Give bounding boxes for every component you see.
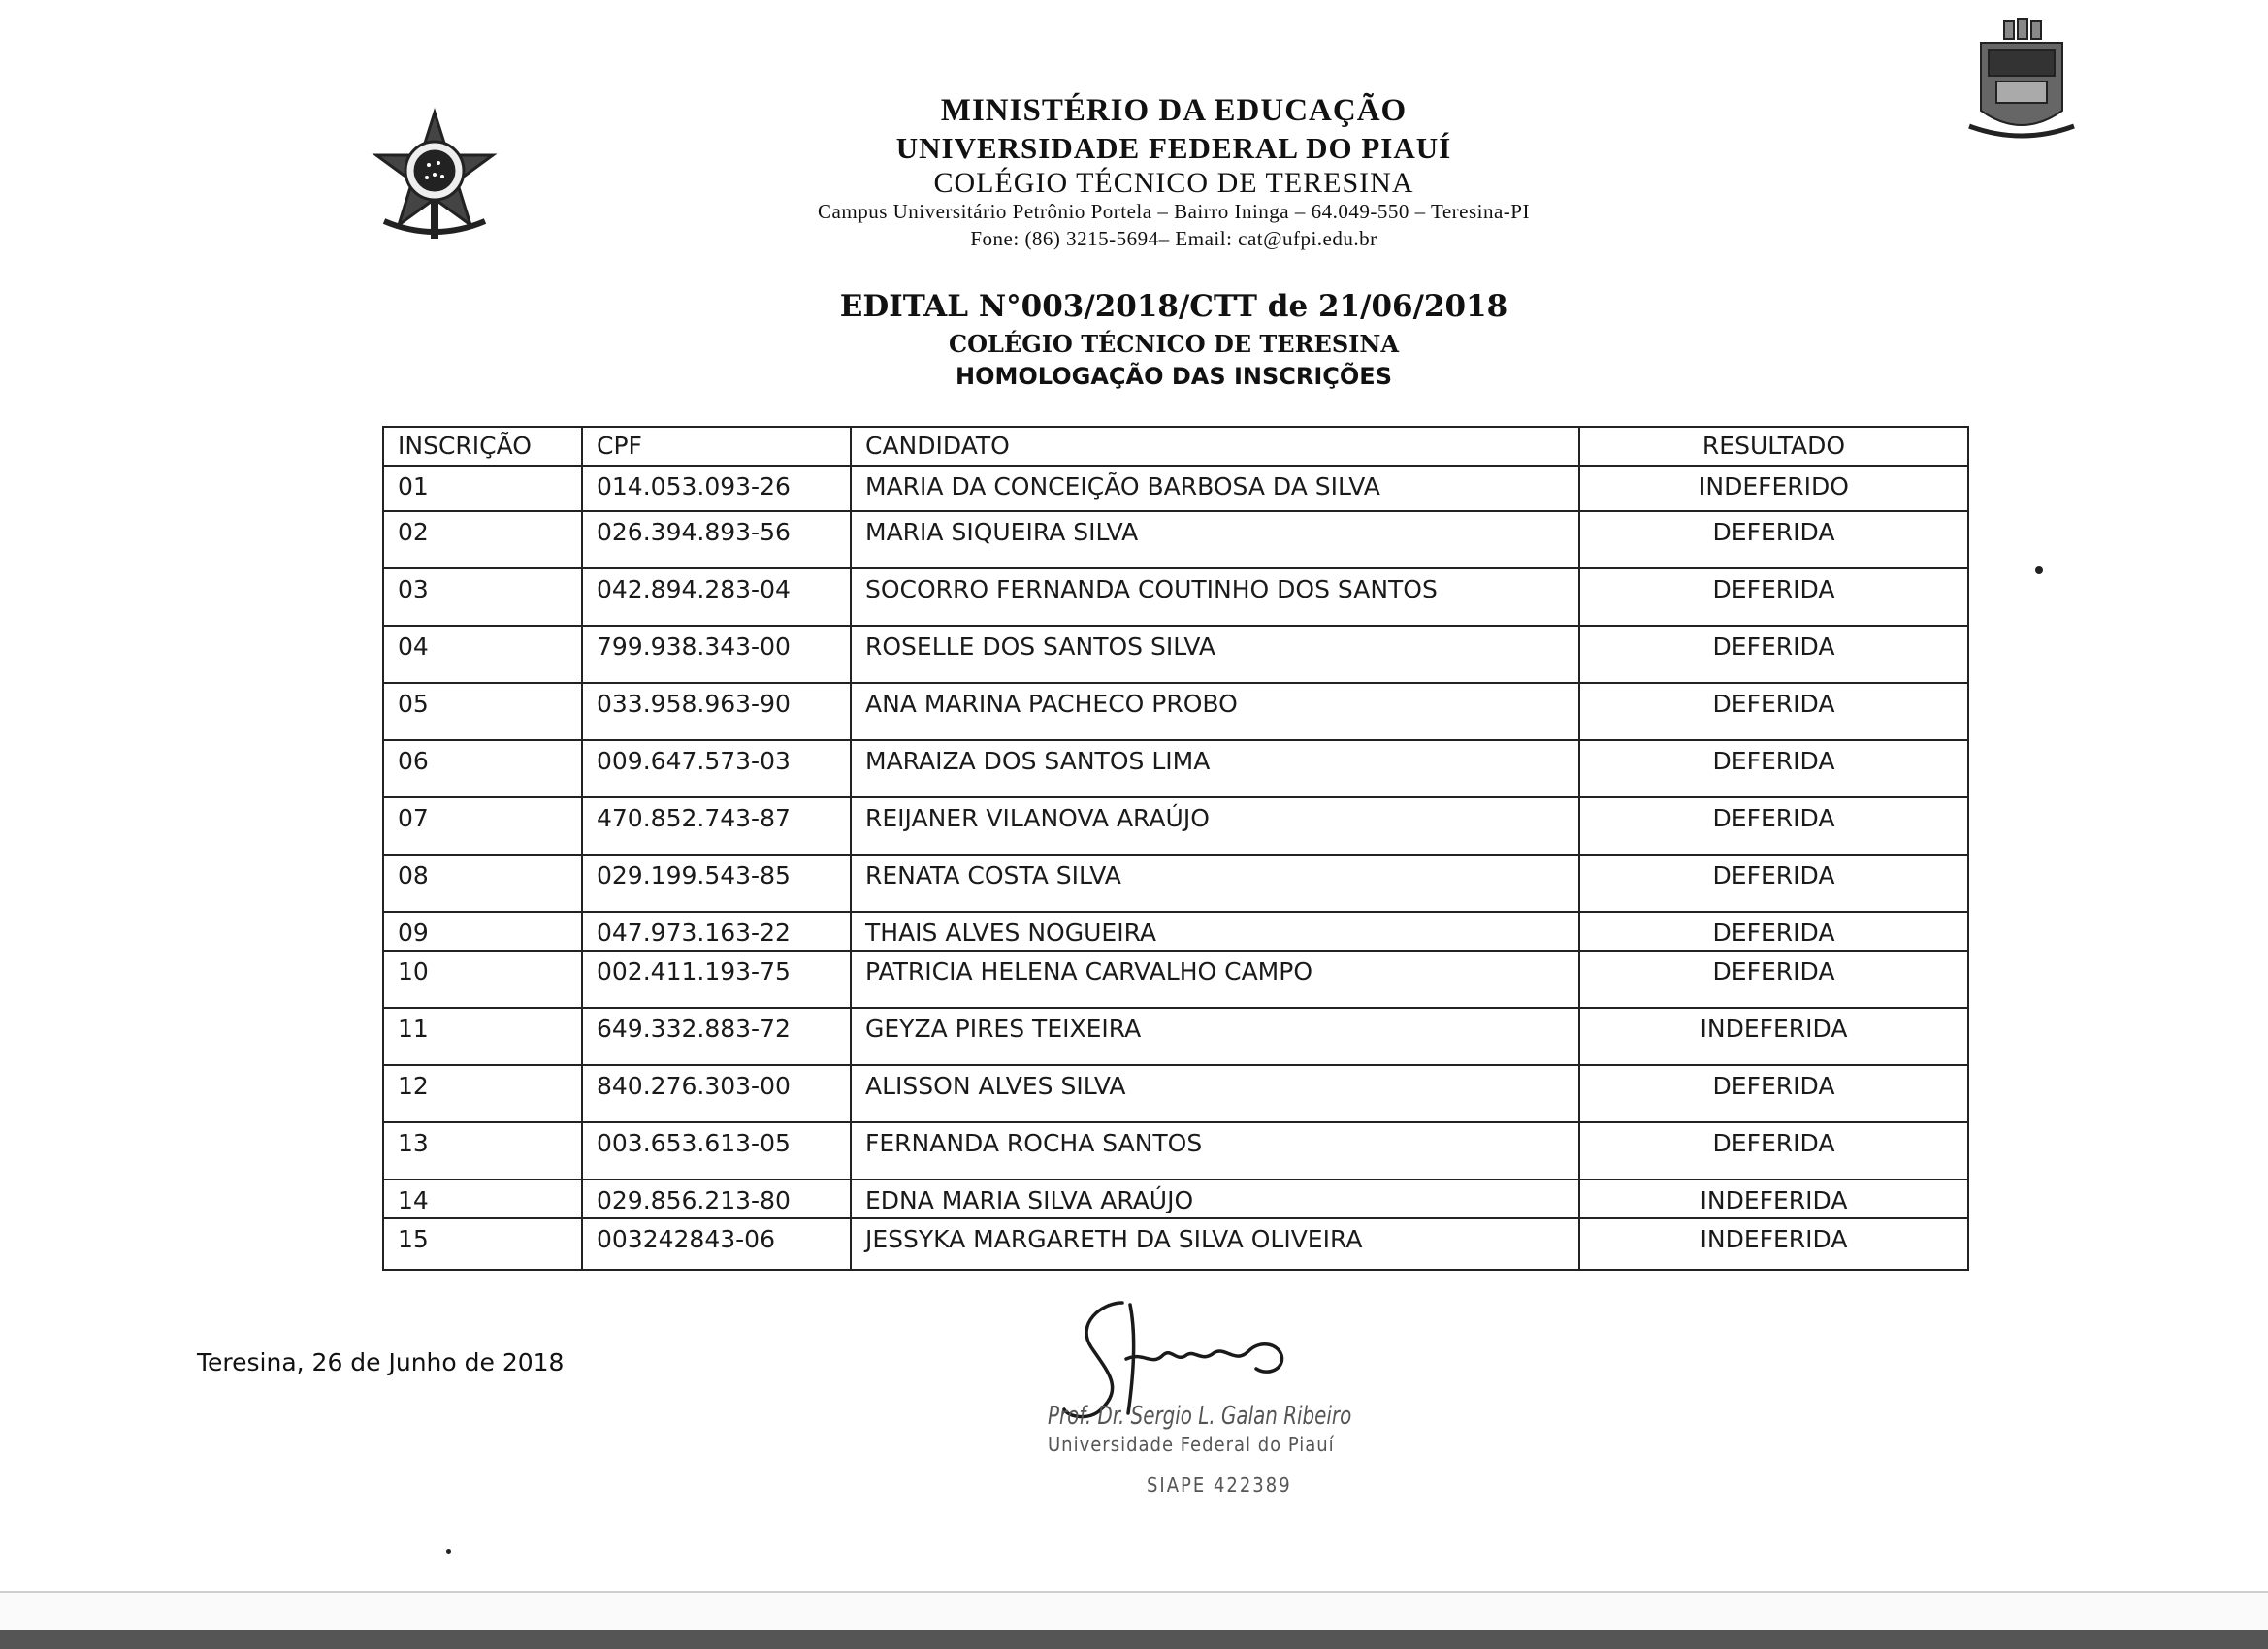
table-row (383, 626, 1968, 683)
cell-inscricao: 13 (383, 1122, 582, 1180)
stamp-name: Prof. Dr. Sergio L. Galan Ribeiro (1048, 1402, 1352, 1431)
table-row (383, 1180, 1968, 1218)
cell-candidato: PATRICIA HELENA CARVALHO CAMPO (851, 951, 1579, 1008)
cell-cpf: 009.647.573-03 (582, 740, 851, 797)
cell-candidato: MARIA SIQUEIRA SILVA (851, 511, 1579, 568)
cell-candidato: ROSELLE DOS SANTOS SILVA (851, 626, 1579, 683)
scanner-border (0, 1591, 2268, 1630)
place-date: Teresina, 26 de Junho de 2018 (197, 1348, 565, 1376)
table-row (383, 466, 1968, 511)
cell-resultado: DEFERIDA (1579, 568, 1968, 626)
cell-resultado: DEFERIDA (1579, 626, 1968, 683)
cell-candidato: THAIS ALVES NOGUEIRA (851, 912, 1579, 951)
table-row (383, 912, 1968, 951)
cell-cpf: 003.653.613-05 (582, 1122, 851, 1180)
table-row (383, 1008, 1968, 1065)
cell-cpf: 840.276.303-00 (582, 1065, 851, 1122)
scan-speck (446, 1549, 451, 1554)
cell-candidato: ANA MARINA PACHECO PROBO (851, 683, 1579, 740)
cell-candidato: ALISSON ALVES SILVA (851, 1065, 1579, 1122)
registration-table (382, 426, 1969, 1271)
table-row (383, 797, 1968, 855)
cell-resultado: DEFERIDA (1579, 1122, 1968, 1180)
cell-cpf: 029.856.213-80 (582, 1180, 851, 1218)
cell-cpf: 470.852.743-87 (582, 797, 851, 855)
table-row (383, 951, 1968, 1008)
table-row (383, 740, 1968, 797)
cell-inscricao: 08 (383, 855, 582, 912)
cell-candidato: RENATA COSTA SILVA (851, 855, 1579, 912)
cell-inscricao: 12 (383, 1065, 582, 1122)
table-row (383, 1218, 1968, 1270)
scan-speck (2035, 566, 2043, 574)
cell-cpf: 002.411.193-75 (582, 951, 851, 1008)
cell-cpf: 026.394.893-56 (582, 511, 851, 568)
header-cpf: CPF (582, 427, 851, 466)
cell-inscricao: 06 (383, 740, 582, 797)
cell-candidato: MARIA DA CONCEIÇÃO BARBOSA DA SILVA (851, 466, 1579, 511)
cell-candidato: GEYZA PIRES TEIXEIRA (851, 1008, 1579, 1065)
signature-stamp (1048, 1402, 1377, 1497)
cell-resultado: INDEFERIDA (1579, 1180, 1968, 1218)
cell-cpf: 003242843-06 (582, 1218, 851, 1270)
cell-inscricao: 01 (383, 466, 582, 511)
cell-inscricao: 03 (383, 568, 582, 626)
cell-candidato: EDNA MARIA SILVA ARAÚJO (851, 1180, 1579, 1218)
cell-cpf: 799.938.343-00 (582, 626, 851, 683)
cell-resultado: DEFERIDA (1579, 855, 1968, 912)
scanner-edge (0, 1630, 2268, 1649)
cell-inscricao: 09 (383, 912, 582, 951)
table-row (383, 683, 1968, 740)
edital-section: HOMOLOGAÇÃO DAS INSCRIÇÕES (956, 363, 1392, 390)
cell-inscricao: 04 (383, 626, 582, 683)
cell-cpf: 033.958.963-90 (582, 683, 851, 740)
cell-cpf: 649.332.883-72 (582, 1008, 851, 1065)
cell-inscricao: 05 (383, 683, 582, 740)
cell-candidato: SOCORRO FERNANDA COUTINHO DOS SANTOS (851, 568, 1579, 626)
header-ministry: MINISTÉRIO DA EDUCAÇÃO (940, 93, 1408, 128)
cell-inscricao: 11 (383, 1008, 582, 1065)
cell-inscricao: 15 (383, 1218, 582, 1270)
cell-resultado: DEFERIDA (1579, 951, 1968, 1008)
table-row (383, 855, 1968, 912)
cell-cpf: 047.973.163-22 (582, 912, 851, 951)
ufpi-seal-icon (1967, 17, 2076, 146)
cell-candidato: JESSYKA MARGARETH DA SILVA OLIVEIRA (851, 1218, 1579, 1270)
cell-resultado: INDEFERIDA (1579, 1218, 1968, 1270)
table-row (383, 1065, 1968, 1122)
header-resultado: RESULTADO (1579, 427, 1968, 466)
edital-subtitle: COLÉGIO TÉCNICO DE TERESINA (949, 330, 1399, 358)
table-row (383, 568, 1968, 626)
cell-resultado: DEFERIDA (1579, 912, 1968, 951)
cell-resultado: DEFERIDA (1579, 740, 1968, 797)
cell-inscricao: 10 (383, 951, 582, 1008)
stamp-siape: SIAPE 422389 (1147, 1473, 1292, 1497)
cell-resultado: DEFERIDA (1579, 1065, 1968, 1122)
header-university: UNIVERSIDADE FEDERAL DO PIAUÍ (895, 131, 1452, 165)
cell-candidato: MARAIZA DOS SANTOS LIMA (851, 740, 1579, 797)
header-contact: Fone: (86) 3215-5694– Email: cat@ufpi.edu.br (970, 227, 1377, 250)
cell-candidato: FERNANDA ROCHA SANTOS (851, 1122, 1579, 1180)
cell-inscricao: 14 (383, 1180, 582, 1218)
cell-cpf: 029.199.543-85 (582, 855, 851, 912)
cell-cpf: 014.053.093-26 (582, 466, 851, 511)
cell-resultado: INDEFERIDO (1579, 466, 1968, 511)
edital-title: EDITAL N°003/2018/CTT de 21/06/2018 (839, 289, 1508, 324)
table-header-row (383, 427, 1968, 466)
header-address: Campus Universitário Petrônio Portela – Bairro Ininga – 64.049-550 – Teresina-PI (818, 200, 1530, 223)
cell-cpf: 042.894.283-04 (582, 568, 851, 626)
cell-resultado: DEFERIDA (1579, 511, 1968, 568)
cell-resultado: INDEFERIDA (1579, 1008, 1968, 1065)
table-row (383, 1122, 1968, 1180)
header-inscricao: INSCRIÇÃO (383, 427, 582, 466)
cell-resultado: DEFERIDA (1579, 683, 1968, 740)
cell-inscricao: 02 (383, 511, 582, 568)
table-row (383, 511, 1968, 568)
cell-resultado: DEFERIDA (1579, 797, 1968, 855)
stamp-institution: Universidade Federal do Piauí (1048, 1433, 1335, 1456)
brasao-republica-icon (367, 107, 502, 242)
cell-inscricao: 07 (383, 797, 582, 855)
header-college: COLÉGIO TÉCNICO DE TERESINA (933, 167, 1414, 199)
cell-candidato: REIJANER VILANOVA ARAÚJO (851, 797, 1579, 855)
header-candidato: CANDIDATO (851, 427, 1579, 466)
